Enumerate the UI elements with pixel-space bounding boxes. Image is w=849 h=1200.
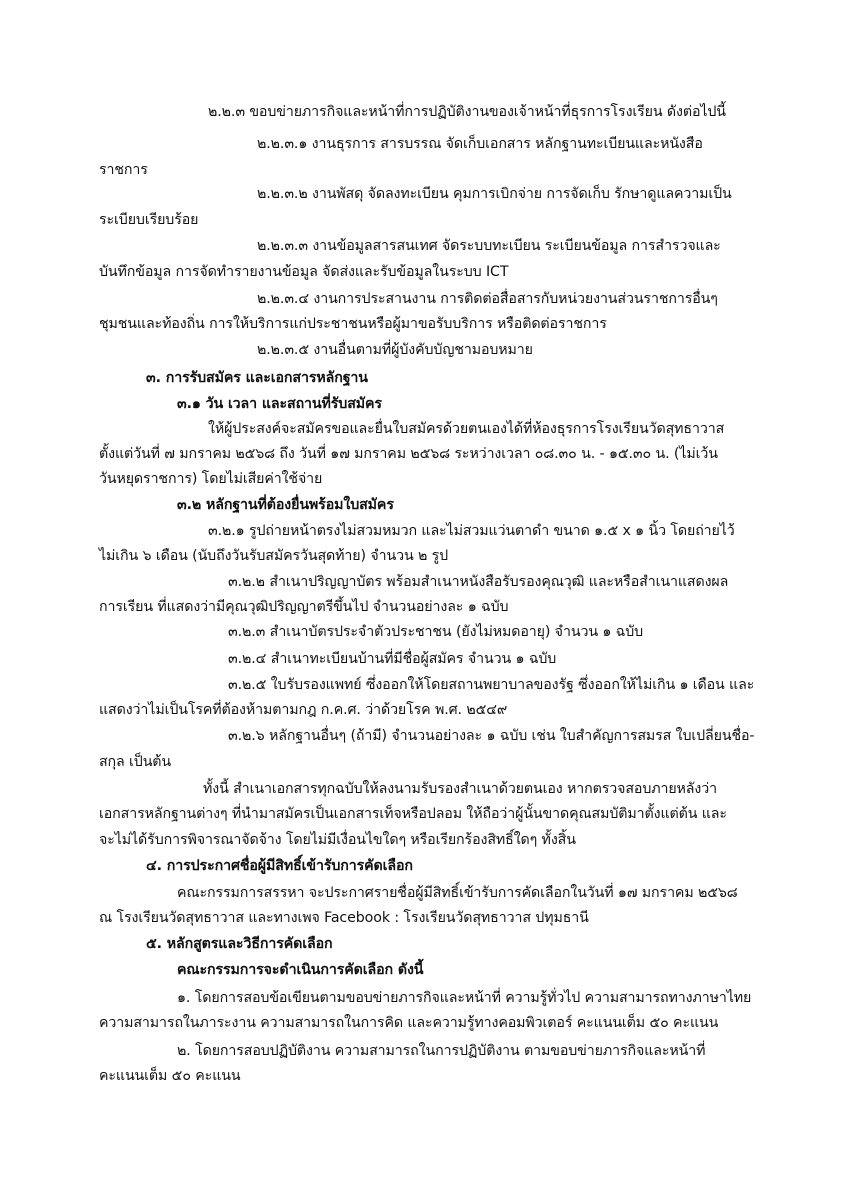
section-3-1-text: ให้ผู้ประสงค์จะสมัครขอและยื่นใบสมัครด้วยตนเองได้ที่ห้องธุรการโรงเรียนวัดสุทธาวาส <box>208 421 725 437</box>
section-4-text-2: ณ โรงเรียนวัดสุทธาวาส และทางเพจ Facebook : โรงเรียนวัดสุทธาวาส ปทุมธานี <box>99 910 589 926</box>
note-paragraph-3: จะไม่ได้รับการพิจารณาจัดจ้าง โดยไม่มีเงื่อนไขใดๆ หรือเรียกร้องสิทธิ์ใดๆ ทั้งสิ้น <box>99 832 576 848</box>
item-3-2-6: ๓.๒.๖ หลักฐานอื่นๆ (ถ้ามี) จำนวนอย่างละ ๑ ฉบับ เช่น ใบสำคัญการสมรส ใบเปลี่ยนชื่อ- <box>228 728 755 744</box>
method-1: ๑. โดยการสอบข้อเขียนตามขอบข่ายภารกิจและหน้าที่ ความรู้ทั่วไป ความสามารถทางภาษาไทย <box>177 990 752 1006</box>
item-2-2-3-3: ๒.๒.๓.๓ งานข้อมูลสารสนเทศ จัดระบบทะเบียน ระเบียนข้อมูล การสำรวจและ <box>257 238 721 254</box>
item-2-2-3-5: ๒.๒.๓.๕ งานอื่นตามที่ผู้บังคับบัญชามอบหมาย <box>257 342 533 358</box>
section-5-heading: ๕. หลักสูตรและวิธีการคัดเลือก <box>146 936 333 952</box>
item-2-2-3-4: ๒.๒.๓.๔ งานการประสานงาน การติดต่อสื่อสารกับหน่วยงานส่วนราชการอื่นๆ <box>257 291 718 307</box>
item-2-2-3-3-cont: บันทึกข้อมูล การจัดทำรายงานข้อมูล จัดส่งและรับข้อมูลในระบบ ICT <box>99 264 509 280</box>
item-2-2-3-4-cont: ชุมชนและท้องถิ่น การให้บริการแก่ประชาชนหรือผู้มาขอรับบริการ หรือติดต่อราชการ <box>99 316 607 332</box>
method-2-cont: คะแนนเต็ม ๕๐ คะแนน <box>99 1068 241 1084</box>
item-3-2-1: ๓.๒.๑ รูปถ่ายหน้าตรงไม่สวมหมวก และไม่สวมแว่นตาดำ ขนาด ๑.๕ x ๑ นิ้ว โดยถ่ายไว้ <box>208 523 735 539</box>
item-3-2-2-cont: การเรียน ที่แสดงว่ามีคุณวุฒิปริญญาตรีขึ้นไป จำนวนอย่างละ ๑ ฉบับ <box>99 599 509 615</box>
note-paragraph-2: เอกสารหลักฐานต่างๆ ที่นำมาสมัครเป็นเอกสารเท็จหรือปลอม ให้ถือว่าผู้นั้นขาดคุณสมบัติมาตั้งแต่ต้น และ <box>99 806 727 822</box>
item-3-2-6-cont: สกุล เป็นต้น <box>99 754 172 770</box>
item-3-2-2: ๓.๒.๒ สำเนาปริญญาบัตร พร้อมสำเนาหนังสือรับรองคุณวุฒิ และหรือสำเนาแสดงผล <box>228 574 729 590</box>
item-2-2-3-1: ๒.๒.๓.๑ งานธุรการ สารบรรณ จัดเก็บเอกสาร หลักฐานทะเบียนและหนังสือ <box>257 136 703 152</box>
item-3-2-5: ๓.๒.๕ ใบรับรองแพทย์ ซึ่งออกให้โดยสถานพยาบาลของรัฐ ซึ่งออกให้ไม่เกิน ๑ เดือน และ <box>228 677 755 693</box>
section-2-2-3-heading: ๒.๒.๓ ขอบข่ายภารกิจและหน้าที่การปฏิบัติงานของเจ้าหน้าที่ธุรการโรงเรียน ดังต่อไปนี้ <box>208 104 726 120</box>
item-3-2-1-cont: ไม่เกิน ๖ เดือน (นับถึงวันรับสมัครวันสุดท้าย) จำนวน ๒ รูป <box>99 548 449 564</box>
item-3-2-3: ๓.๒.๓ สำเนาบัตรประจำตัวประชาชน (ยังไม่หมดอายุ) จำนวน ๑ ฉบับ <box>228 624 644 640</box>
item-2-2-3-1-cont: ราชการ <box>99 162 148 178</box>
section-3-1-text-3: วันหยุดราชการ) โดยไม่เสียค่าใช้จ่าย <box>99 471 323 487</box>
item-3-2-5-cont: แสดงว่าไม่เป็นโรคที่ต้องห้ามตามกฎ ก.ค.ศ. ว่าด้วยโรค พ.ศ. ๒๕๔๙ <box>99 702 508 718</box>
committee-heading: คณะกรรมการจะดำเนินการคัดเลือก ดังนี้ <box>177 962 424 978</box>
item-2-2-3-2: ๒.๒.๓.๒ งานพัสดุ จัดลงทะเบียน คุมการเบิกจ่าย การจัดเก็บ รักษาดูแลความเป็น <box>257 186 732 202</box>
section-3-heading: ๓. การรับสมัคร และเอกสารหลักฐาน <box>146 370 368 386</box>
item-3-2-4: ๓.๒.๔ สำเนาทะเบียนบ้านที่มีชื่อผู้สมัคร จำนวน ๑ ฉบับ <box>228 651 557 667</box>
item-2-2-3-2-cont: ระเบียบเรียบร้อย <box>99 212 199 228</box>
section-3-1-heading: ๓.๑ วัน เวลา และสถานที่รับสมัคร <box>177 396 382 412</box>
method-2: ๒. โดยการสอบปฏิบัติงาน ความสามารถในการปฏิบัติงาน ตามขอบข่ายภารกิจและหน้าที่ <box>177 1043 706 1059</box>
section-3-2-heading: ๓.๒ หลักฐานที่ต้องยื่นพร้อมใบสมัคร <box>177 497 394 513</box>
section-4-text: คณะกรรมการสรรหา จะประกาศรายชื่อผู้มีสิทธิ์เข้ารับการคัดเลือกในวันที่ ๑๗ มกราคม ๒๕๖๘ <box>177 885 738 901</box>
section-4-heading: ๔. การประกาศชื่อผู้มีสิทธิ์เข้ารับการคัดเลือก <box>146 858 413 874</box>
section-3-1-text-2: ตั้งแต่วันที่ ๗ มกราคม ๒๕๖๘ ถึง วันที่ ๑๗ มกราคม ๒๕๖๘ ระหว่างเวลา ๐๘.๓๐ น. - ๑๕.๓๐ น. (ไม่เว้น <box>99 446 718 462</box>
method-1-cont: ความสามารถในภาระงาน ความสามารถในการคิด และความรู้ทางคอมพิวเตอร์ คะแนนเต็ม ๕๐ คะแนน <box>99 1015 719 1031</box>
note-paragraph: ทั้งนี้ สำเนาเอกสารทุกฉบับให้ลงนามรับรองสำเนาด้วยตนเอง หากตรวจสอบภายหลังว่า <box>203 781 717 797</box>
